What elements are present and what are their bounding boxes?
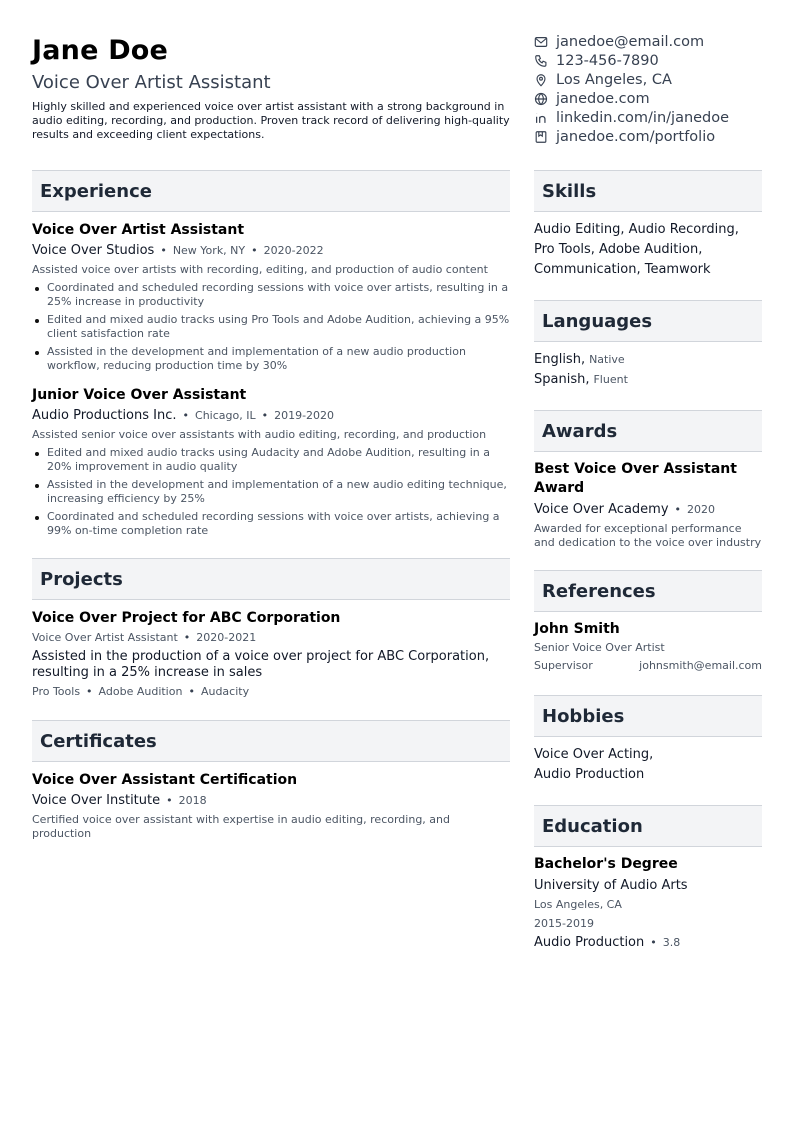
- project-description: Assisted in the production of a voice over project for ABC Corporation, resulting in a 25% increase in sales: [32, 649, 490, 680]
- resume-header: [32, 34, 512, 142]
- certificate-description: Certified voice over assistant with expertise in audio editing, recording, and production: [32, 813, 450, 840]
- language-item: [534, 350, 762, 370]
- education-section: [534, 805, 762, 952]
- references-heading: References: [534, 570, 762, 612]
- linkedin-text: linkedin.com/in/janedoe: [556, 109, 730, 126]
- awards-section: [534, 410, 762, 550]
- language-name: English,: [534, 352, 586, 367]
- languages-heading: Languages: [534, 300, 762, 342]
- project-dates: 2020-2021: [196, 631, 257, 644]
- portfolio-icon: [534, 130, 548, 144]
- reference-name: John Smith: [534, 621, 620, 637]
- education-dates: 2015-2019: [534, 917, 594, 930]
- skills-section: [534, 170, 762, 280]
- phone-text: 123-456-7890: [556, 52, 659, 69]
- contact-linkedin[interactable]: [534, 108, 774, 127]
- project-meta: Voice Over Artist Assistant • 2020-2021: [32, 631, 257, 644]
- reference-position: Senior Voice Over Artist: [534, 641, 665, 654]
- skills-list: [534, 220, 762, 280]
- job-dates: 2019-2020: [274, 409, 335, 422]
- job-meta: Voice Over Studios • New York, NY • 2020-2022: [32, 243, 324, 258]
- contact-website[interactable]: [534, 89, 774, 108]
- mail-icon: [534, 35, 548, 49]
- job-title: Voice Over Artist Assistant: [32, 222, 245, 238]
- company-name: Voice Over Studios: [32, 243, 155, 258]
- education-degree: Bachelor's Degree: [534, 856, 678, 872]
- projects-section: [32, 558, 510, 700]
- job-location: New York, NY: [172, 244, 246, 257]
- experience-section: [32, 170, 510, 538]
- project-tool: Pro Tools: [32, 685, 81, 698]
- languages-list: [534, 350, 762, 390]
- reference-item: [534, 620, 762, 675]
- certificate-title: Voice Over Assistant Certification: [32, 772, 298, 788]
- contact-portfolio[interactable]: [534, 127, 774, 146]
- language-item: [534, 370, 762, 390]
- job-bullet: Assisted in the development and implementation of a new audio production workflow, reducing production time by 30%: [32, 345, 510, 373]
- award-title: Best Voice Over Assistant Award: [534, 461, 737, 496]
- skill-line: Audio Editing, Audio Recording,: [534, 222, 739, 237]
- contact-list: [534, 32, 774, 146]
- reference-contact-row: [534, 657, 762, 675]
- linkedin-icon: [534, 111, 548, 125]
- job-bullet: Edited and mixed audio tracks using Audacity and Adobe Audition, resulting in a 20% improvement in audio quality: [32, 446, 510, 474]
- hobbies-heading: Hobbies: [534, 695, 762, 737]
- award-description: Awarded for exceptional performance and dedication to the voice over industry: [534, 522, 762, 549]
- map-pin-icon: [534, 73, 548, 87]
- skill-line: Communication, Teamwork: [534, 262, 711, 277]
- education-location: Los Angeles, CA: [534, 898, 622, 911]
- education-gpa: 3.8: [662, 936, 681, 949]
- hobby-item: Audio Production: [534, 767, 645, 782]
- job-bullet: Coordinated and scheduled recording sessions with voice over artists, resulting in a 25% increase in productivity: [32, 281, 510, 309]
- hobbies-list: [534, 745, 762, 785]
- globe-icon: [534, 92, 548, 106]
- hobby-item: Voice Over Acting,: [534, 747, 654, 762]
- certificate-year: 2018: [178, 794, 207, 807]
- right-column: [534, 170, 762, 972]
- award-item: [534, 460, 762, 550]
- education-field: Audio Production: [534, 935, 645, 950]
- project-title: Voice Over Project for ABC Corporation: [32, 610, 341, 626]
- skills-heading: Skills: [534, 170, 762, 212]
- company-name: Audio Productions Inc.: [32, 408, 177, 423]
- job-description: Assisted voice over artists with recording, editing, and production of audio content: [32, 263, 488, 276]
- job-description: Assisted senior voice over assistants with audio editing, recording, and production: [32, 428, 487, 441]
- references-section: [534, 570, 762, 675]
- skill-line: Pro Tools, Adobe Audition,: [534, 242, 703, 257]
- job-bullet: Coordinated and scheduled recording sessions with voice over artists, achieving a 99% on-time completion rate: [32, 510, 510, 538]
- job-dates: 2020-2022: [263, 244, 324, 257]
- job-title: Junior Voice Over Assistant: [32, 387, 247, 403]
- contact-email[interactable]: [534, 32, 774, 51]
- job-bullet: Edited and mixed audio tracks using Pro Tools and Adobe Audition, achieving a 95% client satisfaction rate: [32, 313, 510, 341]
- language-level: Fluent: [593, 373, 628, 386]
- language-level: Native: [589, 353, 625, 366]
- education-heading: Education: [534, 805, 762, 847]
- website-text: janedoe.com: [556, 90, 650, 107]
- portfolio-text: janedoe.com/portfolio: [556, 128, 716, 145]
- languages-section: [534, 300, 762, 390]
- contact-location: [534, 70, 774, 89]
- education-item: [534, 855, 762, 952]
- hobbies-section: [534, 695, 762, 785]
- project-tools: Pro Tools • Adobe Audition • Audacity: [32, 685, 250, 698]
- project-item: [32, 609, 510, 700]
- experience-item: [32, 386, 510, 538]
- award-issuer: Voice Over Academy: [534, 502, 669, 517]
- project-tool: Audacity: [200, 685, 250, 698]
- left-column: [32, 170, 510, 861]
- experience-heading: Experience: [32, 170, 510, 212]
- award-meta: Voice Over Academy • 2020: [534, 502, 716, 517]
- job-location: Chicago, IL: [195, 409, 256, 422]
- certificate-item: [32, 771, 510, 841]
- experience-item: [32, 221, 510, 373]
- reference-relation: Supervisor: [534, 659, 593, 672]
- education-field-row: Audio Production • 3.8: [534, 935, 681, 950]
- phone-icon: [534, 54, 548, 68]
- candidate-name: Jane Doe: [32, 35, 169, 66]
- awards-heading: Awards: [534, 410, 762, 452]
- project-tool: Adobe Audition: [98, 685, 183, 698]
- candidate-title: Voice Over Artist Assistant: [32, 72, 271, 93]
- projects-heading: Projects: [32, 558, 510, 600]
- job-bullets: [32, 446, 510, 538]
- education-school: University of Audio Arts: [534, 878, 688, 893]
- certificate-meta: Voice Over Institute • 2018: [32, 793, 207, 808]
- job-bullets: [32, 281, 510, 373]
- job-meta: Audio Productions Inc. • Chicago, IL • 2019-2020: [32, 408, 335, 423]
- job-bullet: Assisted in the development and implementation of a new audio editing technique, increasing efficiency by 25%: [32, 478, 510, 506]
- summary-text: Highly skilled and experienced voice over artist assistant with a strong background in audio editing, recording, and production. Proven track record of delivering high-quality results and exceeding client expectations.: [32, 100, 510, 141]
- certificates-heading: Certificates: [32, 720, 510, 762]
- language-name: Spanish,: [534, 372, 590, 387]
- location-text: Los Angeles, CA: [556, 71, 672, 88]
- reference-email[interactable]: johnsmith@email.com: [639, 659, 762, 672]
- award-year: 2020: [687, 503, 716, 516]
- email-text: janedoe@email.com: [556, 33, 705, 50]
- certificates-section: [32, 720, 510, 841]
- contact-phone[interactable]: [534, 51, 774, 70]
- certificate-issuer: Voice Over Institute: [32, 793, 161, 808]
- project-role: Voice Over Artist Assistant: [32, 631, 178, 644]
